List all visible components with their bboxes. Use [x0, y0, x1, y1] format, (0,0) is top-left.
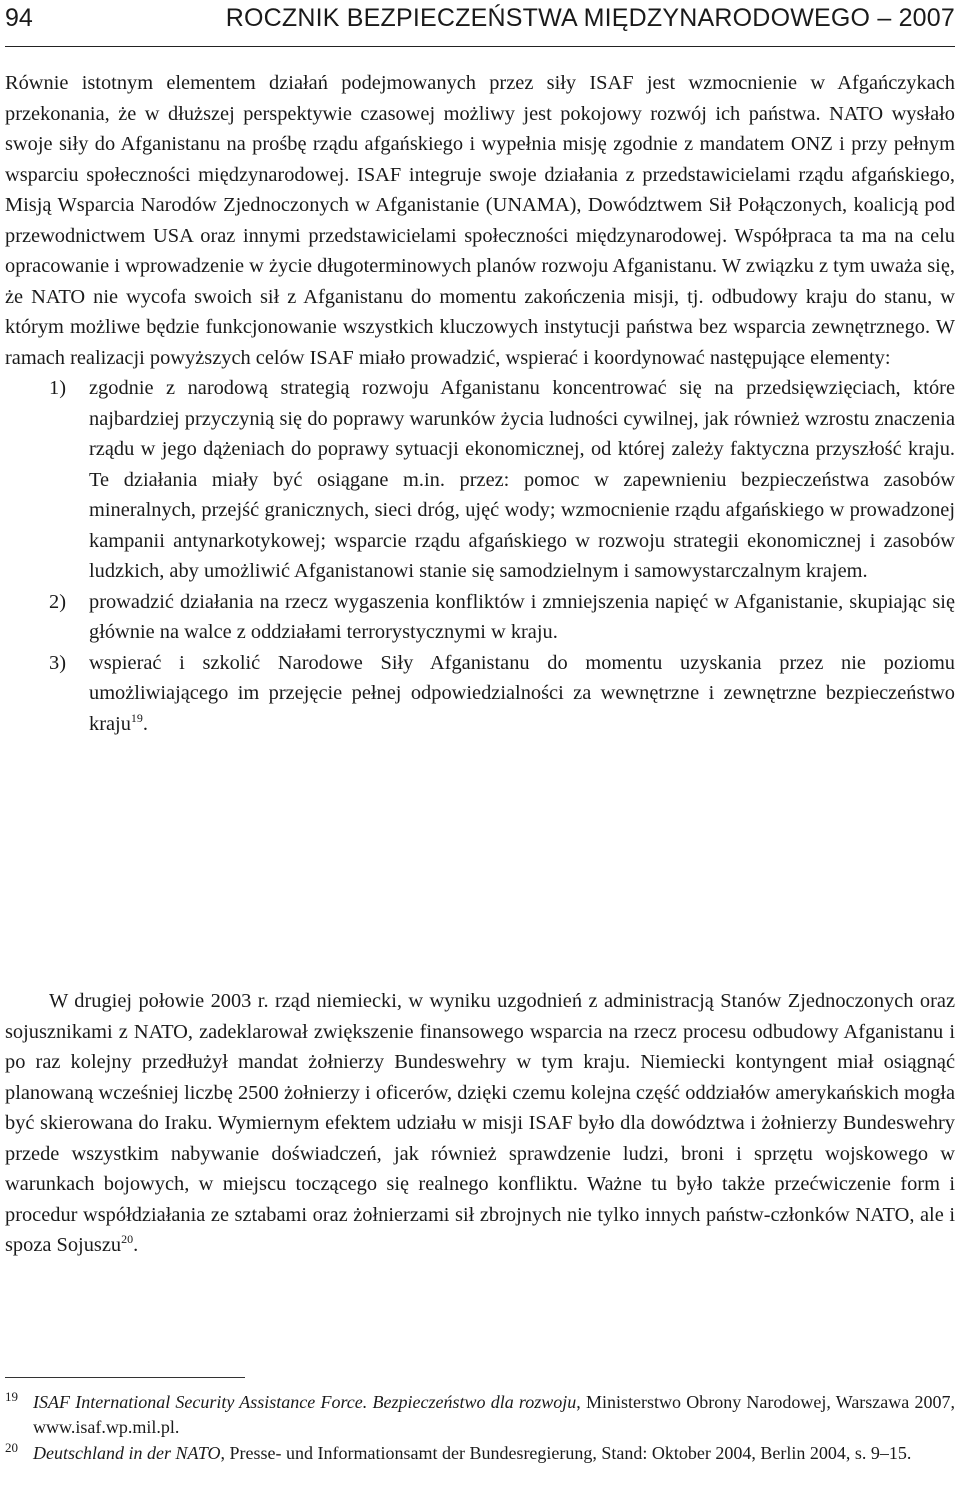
list-item-tail: .	[142, 712, 149, 735]
footnote-ref-20[interactable]: 20	[121, 1232, 134, 1246]
page-number: 94	[5, 4, 33, 32]
list-item-1	[5, 373, 955, 587]
footnote-ref-19[interactable]: 19	[130, 710, 143, 725]
footnote-number: 20	[5, 1440, 18, 1455]
paragraph-2-tail: .	[133, 1234, 139, 1256]
footnote-italic-title: ISAF International Security Assistance Force. Bezpieczeństwo dla rozwoju	[33, 1392, 577, 1412]
document-page	[5, 0, 955, 1463]
paragraph-2	[5, 986, 955, 1261]
paragraph-2-text: W drugiej połowie 2003 r. rząd niemiecki, w wyniku uzgodnień z administracją Stanów Zjednoczonych oraz sojusznikami z NATO, zadeklarował zwiększenie finansowego wsparcia na rzecz procesu odbudowy Afganistanu i po raz kolejny przedłużył mandat żołnierzy Bundeswehry w tym kraju. Niemiecki kontyngent miał osiągnąć planowaną wcześniej liczbę 2500 żołnierzy i oficerów, dzięki czemu kolejna część oddziałów amerykańskich mogła być skierowana do Iraku. Wymiernym efektem udziału w misji ISAF było dla dowództwa i żołnierzy Bundeswehry przede wszystkim nabywanie doświadczeń, jak również sprawdzenie ludzi, broni i sprzętu wojskowego w warunkach bojowych, w miejscu toczącego się realnego konfliktu. Ważne tu było także przećwiczenie form i procedur współdziałania ze sztabami oraz żołnierzami sił zbrojnych nie tylko innych państw-członków NATO, ale i spoza Sojuszu	[5, 990, 955, 1256]
list-number: 3)	[49, 651, 66, 674]
footnote-number: 19	[5, 1389, 18, 1404]
list-item-3	[5, 648, 955, 740]
footnote-italic-title: Deutschland in der NATO	[33, 1443, 221, 1463]
footnote-19	[5, 1390, 955, 1440]
page-header	[5, 0, 955, 47]
intro-section	[5, 68, 955, 739]
list-number: 2)	[49, 590, 66, 613]
footnotes-section	[5, 1390, 955, 1467]
footnote-20	[5, 1441, 955, 1466]
list-item-text: zgodnie z narodową strategią rozwoju Afganistanu koncentrować się na przedsięwzięciach, które najbardziej przyczynią się do poprawy warunków życia ludności cywilnej, jak również wzrostu znaczenia rządu w jego dążeniach do poprawy sytuacji ekonomicznej, od której zależy faktyczna przyszłość kraju. Te działania miały być osiągane m.in. przez: pomoc w zapewnieniu bezpieczeństwa zasobów mineralnych, przejść granicznych, sieci dróg, ujęć wody; wzmocnienie rządu afgańskiego w prowadzonej kampanii antynarkotykowej; wsparcie rządu afgańskiego w rozwoju strategii ekonomicznej i zasobów ludzkich, aby umożliwić Afganistanowi stanie się samodzielnym i samowystarczalnym krajem.	[89, 377, 955, 582]
list-number: 1)	[49, 377, 66, 399]
list-item-text: prowadzić działania na rzecz wygaszenia konfliktów i zmniejszenia napięć w Afganistanie, skupiając się głównie na walce z oddziałami terrorystycznymi w kraju.	[89, 590, 955, 643]
intro-paragraph: Równie istotnym elementem działań podejmowanych przez siły ISAF jest wzmocnienie w Afgańczykach przekonania, że w dłuższej perspektywie czasowej możliwy jest pokojowy rozwój ich państwa. NATO wysłało swoje siły do Afganistanu na prośbę rządu afgańskiego i wypełnia misję zgodnie z mandatem ONZ i przy pełnym wsparciu społeczności międzynarodowej. ISAF integruje swoje działania z przedstawicielami rządu afgańskiego, Misją Wsparcia Narodów Zjednoczonych w Afganistanie (UNAMA), Dowództwem Sił Połączonych, koalicją pod przewodnictwem USA oraz innymi przedstawicielami społeczności międzynarodowej. Współpraca ta ma na celu opracowanie i wprowadzenie w życie długoterminowych planów rozwoju Afganistanu. W związku z tym uważa się, że NATO nie wycofa swoich sił z Afganistanu do momentu zakończenia misji, tj. odbudowy kraju do stanu, w którym możliwe będzie funkcjonowanie wszystkich kluczowych instytucji państwa bez wsparcia zewnętrznego. W ramach realizacji powyższych celów ISAF miało prowadzić, wspierać i koordynować następujące elementy:	[5, 72, 955, 369]
footnote-text: , Ministerstwo Obrony Narodowej, Warszawa 2007, www.isaf.wp.mil.pl.	[33, 1392, 955, 1437]
list-item-2	[5, 587, 955, 648]
running-title: ROCZNIK BEZPIECZEŃSTWA MIĘDZYNARODOWEGO – 2007	[225, 4, 955, 32]
footnote-text: , Presse- und Informationsamt der Bundesregierung, Stand: Oktober 2004, Berlin 2004, s. 9–15.	[220, 1443, 912, 1463]
footnote-divider	[5, 1377, 245, 1378]
list-item-text: wspierać i szkolić Narodowe Siły Afganistanu do momentu uzyskania przez nie poziomu umożliwiającego im przejęcie pełnej odpowiedzialności za wewnętrzne i zewnętrzne bezpieczeństwo kraju	[89, 651, 955, 735]
